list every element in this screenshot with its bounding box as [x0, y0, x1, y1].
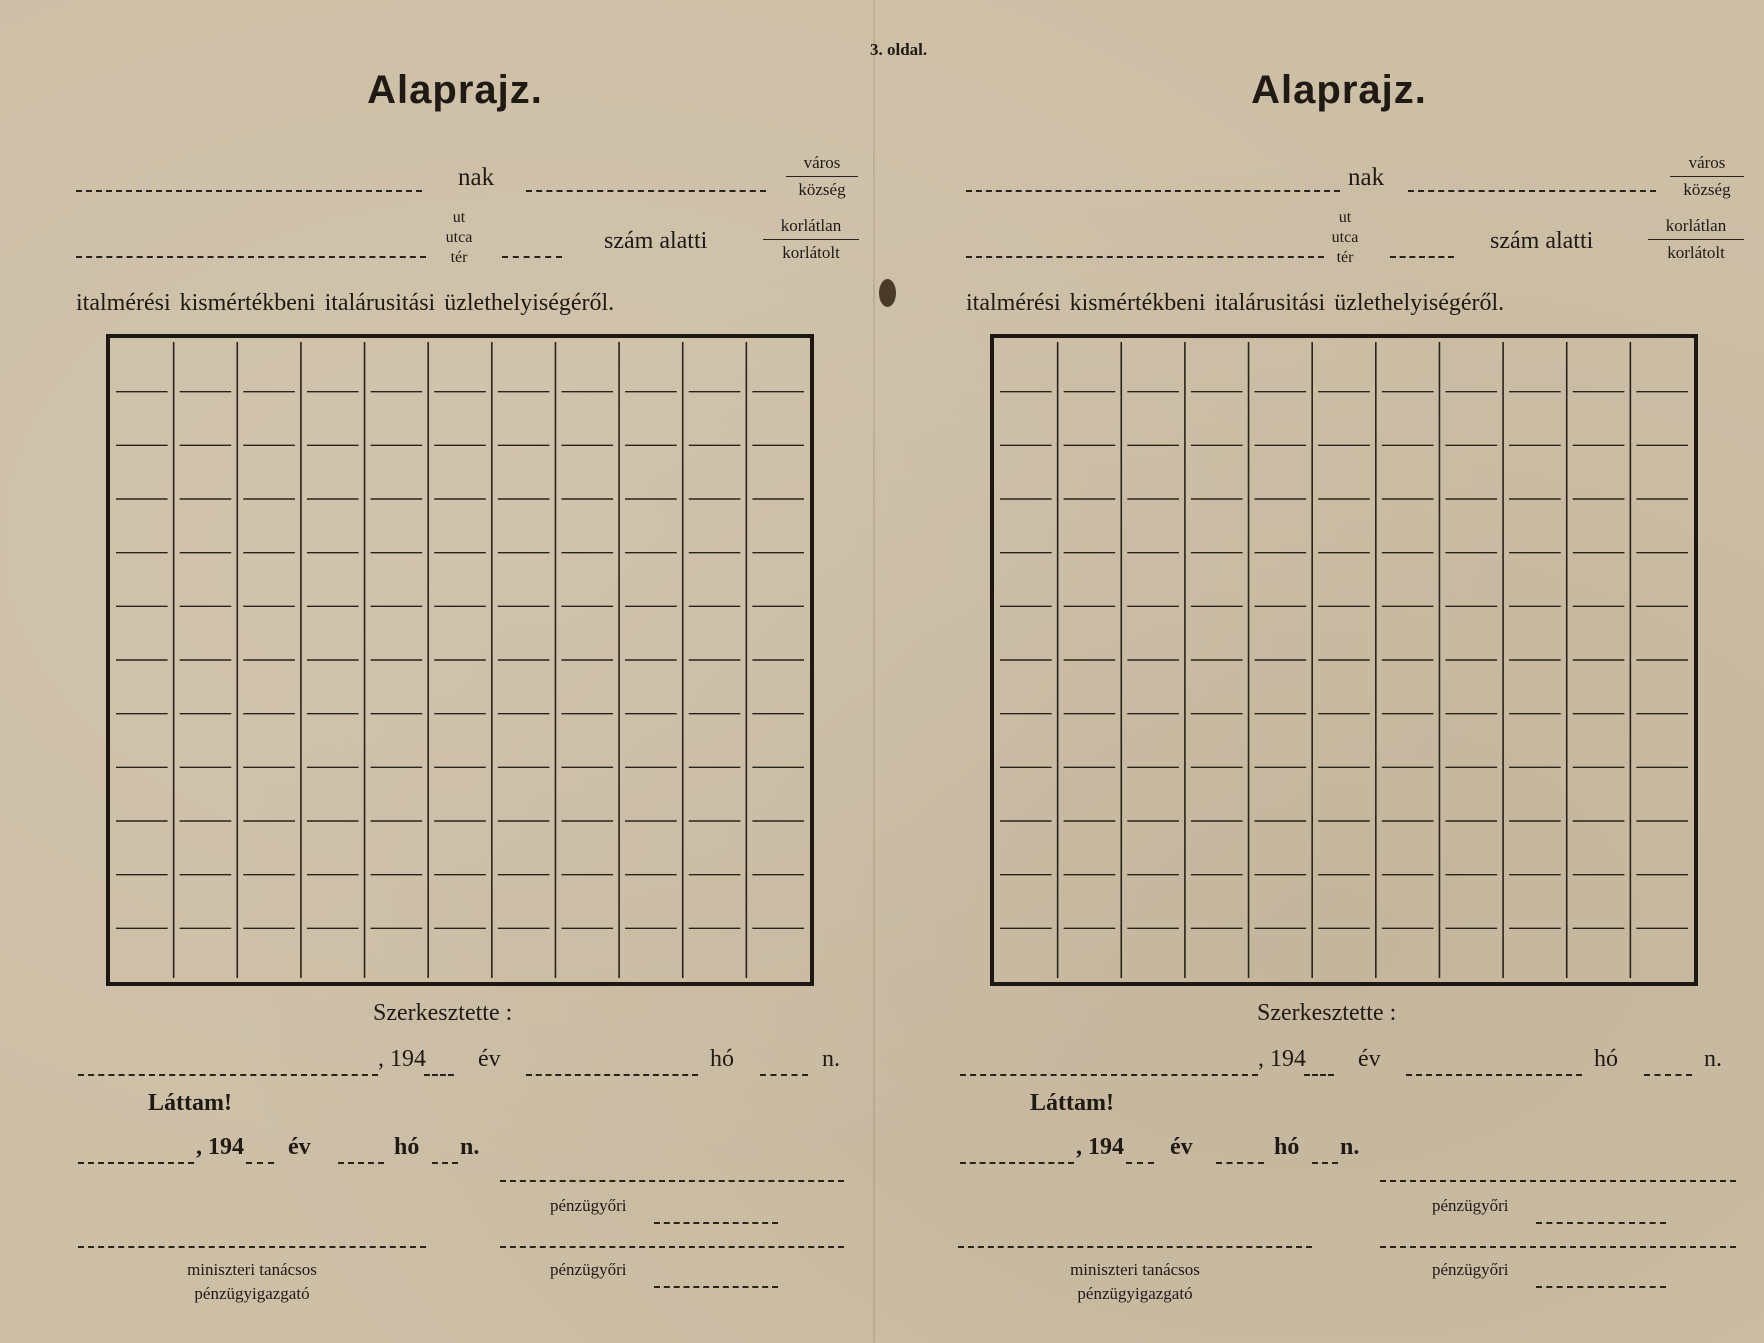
name-field[interactable]	[76, 190, 422, 192]
street-type-choice: ut utca tér	[1331, 209, 1359, 266]
year-suffix-field[interactable]	[424, 1074, 454, 1076]
seen-year-field[interactable]	[246, 1162, 274, 1164]
year-suffix-field[interactable]	[1304, 1074, 1334, 1076]
floor-plan-form-right	[954, 0, 1744, 1343]
seen-day-field[interactable]	[432, 1162, 458, 1164]
signature-line-1[interactable]	[500, 1180, 844, 1182]
editor-label: Szerkesztette :	[373, 1000, 513, 1026]
ev-label: év	[478, 1046, 501, 1072]
signature-line-2[interactable]	[78, 1246, 426, 1248]
seen-date-prefix: , 194	[1076, 1134, 1124, 1160]
seen-ho-label: hó	[394, 1134, 420, 1160]
n-label: n.	[822, 1046, 840, 1072]
penzugyori-label-1: pénzügyőri	[1432, 1196, 1509, 1215]
signature-line-3[interactable]	[1380, 1246, 1736, 1248]
town-type-choice: város község	[786, 150, 858, 203]
page-fold	[873, 0, 875, 1343]
seen-ev-label: év	[1170, 1134, 1193, 1160]
penzugyori-label-1: pénzügyőri	[550, 1196, 627, 1215]
ho-label: hó	[1594, 1046, 1618, 1072]
street-name-field[interactable]	[966, 256, 1324, 258]
town-type-choice: város község	[1670, 150, 1744, 203]
penzugyori-field-1[interactable]	[654, 1222, 778, 1224]
license-type-choice: korlátlan korlátolt	[1648, 213, 1744, 266]
description-text: italmérési kismértékbeni italárusitási üzlethelyiségéről.	[966, 290, 1505, 316]
seen-place-field[interactable]	[78, 1162, 194, 1164]
seen-ho-label: hó	[1274, 1134, 1300, 1160]
penzugyori-field-2[interactable]	[654, 1286, 778, 1288]
ho-label: hó	[710, 1046, 734, 1072]
day-field[interactable]	[1644, 1074, 1692, 1076]
day-field[interactable]	[760, 1074, 808, 1076]
penzugyori-label-2: pénzügyőri	[550, 1260, 627, 1279]
penzugyigazgato-label: pénzügyigazgató	[1077, 1284, 1193, 1303]
page-number: 3. oldal.	[870, 40, 928, 59]
seen-label: Láttam!	[1030, 1090, 1114, 1116]
penzugyori-field-2[interactable]	[1536, 1286, 1666, 1288]
date-prefix: , 194	[1258, 1046, 1306, 1072]
place-field[interactable]	[78, 1074, 378, 1076]
signature-line-2[interactable]	[958, 1246, 1312, 1248]
min-tanacsos-label: miniszteri tanácsos	[1070, 1260, 1200, 1279]
seen-month-field[interactable]	[1216, 1162, 1264, 1164]
seen-n-label: n.	[460, 1134, 480, 1160]
szam-alatti-label: szám alatti	[1490, 228, 1594, 254]
date-prefix: , 194	[378, 1046, 426, 1072]
month-field[interactable]	[526, 1074, 698, 1076]
signature-line-1[interactable]	[1380, 1180, 1736, 1182]
grid-lines	[994, 338, 1694, 982]
street-type-choice: ut utca tér	[445, 209, 473, 266]
penzugyigazgato-label: pénzügyigazgató	[194, 1284, 310, 1303]
seen-label: Láttam!	[148, 1090, 232, 1116]
editor-label: Szerkesztette :	[1257, 1000, 1397, 1026]
nak-label: nak	[458, 164, 495, 191]
seen-ev-label: év	[288, 1134, 311, 1160]
n-label: n.	[1704, 1046, 1722, 1072]
penzugyori-field-1[interactable]	[1536, 1222, 1666, 1224]
signature-line-3[interactable]	[500, 1246, 844, 1248]
seen-year-field[interactable]	[1126, 1162, 1154, 1164]
penzugyori-label-2: pénzügyőri	[1432, 1260, 1509, 1279]
grid-lines	[110, 338, 810, 982]
description-text: italmérési kismértékbeni italárusitási üzlethelyiségéről.	[76, 290, 615, 316]
nak-label: nak	[1348, 164, 1385, 191]
form-title: Alaprajz.	[367, 68, 543, 112]
street-name-field[interactable]	[76, 256, 426, 258]
form-title: Alaprajz.	[1251, 68, 1427, 112]
seen-date-prefix: , 194	[196, 1134, 244, 1160]
floor-plan-grid	[106, 334, 814, 986]
floor-plan-grid	[990, 334, 1698, 986]
seen-month-field[interactable]	[338, 1162, 384, 1164]
month-field[interactable]	[1406, 1074, 1582, 1076]
szam-alatti-label: szám alatti	[604, 228, 708, 254]
license-type-choice: korlátlan korlátolt	[763, 213, 859, 266]
town-field[interactable]	[1408, 190, 1656, 192]
house-number-field[interactable]	[1390, 256, 1454, 258]
town-field[interactable]	[526, 190, 766, 192]
place-field[interactable]	[960, 1074, 1258, 1076]
house-number-field[interactable]	[502, 256, 562, 258]
min-tanacsos-label: miniszteri tanácsos	[187, 1260, 317, 1279]
seen-n-label: n.	[1340, 1134, 1360, 1160]
ev-label: év	[1358, 1046, 1381, 1072]
floor-plan-form-left	[70, 0, 860, 1343]
seen-place-field[interactable]	[960, 1162, 1074, 1164]
name-field[interactable]	[966, 190, 1340, 192]
seen-day-field[interactable]	[1312, 1162, 1338, 1164]
punch-hole	[879, 279, 896, 307]
